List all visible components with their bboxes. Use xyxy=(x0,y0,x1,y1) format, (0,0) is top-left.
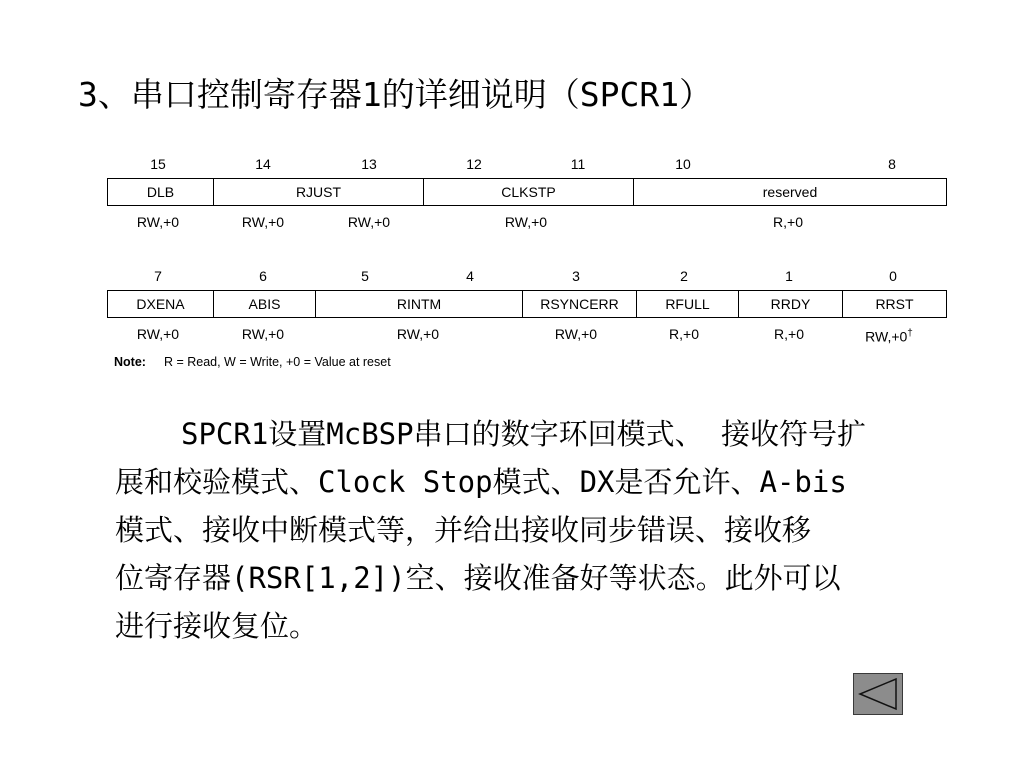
bit-number: 4 xyxy=(466,268,474,284)
bit-number: 2 xyxy=(680,268,688,284)
page-title: 3、串口控制寄存器1的详细说明（SPCR1） xyxy=(78,75,713,114)
bit-number: 14 xyxy=(255,156,271,172)
field-rjust: RJUST xyxy=(214,179,424,205)
field-abis: ABIS xyxy=(214,291,316,317)
field-rsyncerr: RSYNCERR xyxy=(523,291,637,317)
register-row xyxy=(107,178,947,206)
field-rintm: RINTM xyxy=(316,291,523,317)
access-label: R,+0 xyxy=(773,214,803,230)
bit-number: 8 xyxy=(888,156,896,172)
access-label: R,+0 xyxy=(669,326,699,342)
paragraph-line: 模式、接收中断模式等，并给出接收同步错误、接收移 xyxy=(115,513,812,547)
field-rrst: RRST xyxy=(875,296,914,312)
bit-number: 7 xyxy=(154,268,162,284)
access-label: RW,+0 xyxy=(504,214,548,230)
field-clkstp: CLKSTP xyxy=(424,179,634,205)
paragraph-line: 进行接收复位。 xyxy=(115,609,319,643)
paragraph-line: SPCR1设置McBSP串口的数字环回模式、 接收符号扩 xyxy=(181,417,867,451)
bit-number: 13 xyxy=(361,156,377,172)
description-paragraph xyxy=(115,410,955,650)
bit-number: 10 xyxy=(675,156,691,172)
field-dxena: DXENA xyxy=(108,291,214,317)
field-rrdy: RRDY xyxy=(739,291,843,317)
access-label: RW,+0† xyxy=(865,328,913,345)
triangle-left-icon xyxy=(854,674,902,714)
note-label: Note: xyxy=(114,355,146,369)
bit-number: 11 xyxy=(570,156,586,172)
bit-number: 15 xyxy=(150,156,166,172)
access-label: RW,+0 xyxy=(396,326,440,342)
back-button[interactable] xyxy=(853,673,903,715)
register-high-byte xyxy=(107,150,947,240)
bit-number: 0 xyxy=(889,268,897,284)
field-reserved: reserved xyxy=(762,184,818,200)
access-label: R,+0 xyxy=(774,326,804,342)
note-text: R = Read, W = Write, +0 = Value at reset xyxy=(163,355,391,369)
dagger-mark: † xyxy=(907,328,913,339)
access-label: RW,+0 xyxy=(136,326,180,342)
access-label: RW,+0 xyxy=(554,326,598,342)
paragraph-line: 展和校验模式、Clock Stop模式、DX是否允许、A-bis xyxy=(115,465,847,499)
bit-number: 3 xyxy=(572,268,580,284)
access-label: RW,+0 xyxy=(241,326,285,342)
field-rfull: RFULL xyxy=(637,291,739,317)
bit-number: 1 xyxy=(785,268,793,284)
access-label: RW,+0 xyxy=(136,214,180,230)
paragraph-line: 位寄存器(RSR[1,2])空、接收准备好等状态。此外可以 xyxy=(115,561,841,595)
register-row xyxy=(107,290,947,318)
bit-number: 6 xyxy=(259,268,267,284)
access-label: RW,+0 xyxy=(347,214,391,230)
register-note xyxy=(114,355,391,369)
bit-number: 5 xyxy=(361,268,369,284)
register-low-byte xyxy=(107,262,947,352)
field-dlb: DLB xyxy=(108,179,214,205)
access-label: RW,+0 xyxy=(241,214,285,230)
bit-number: 12 xyxy=(466,156,482,172)
